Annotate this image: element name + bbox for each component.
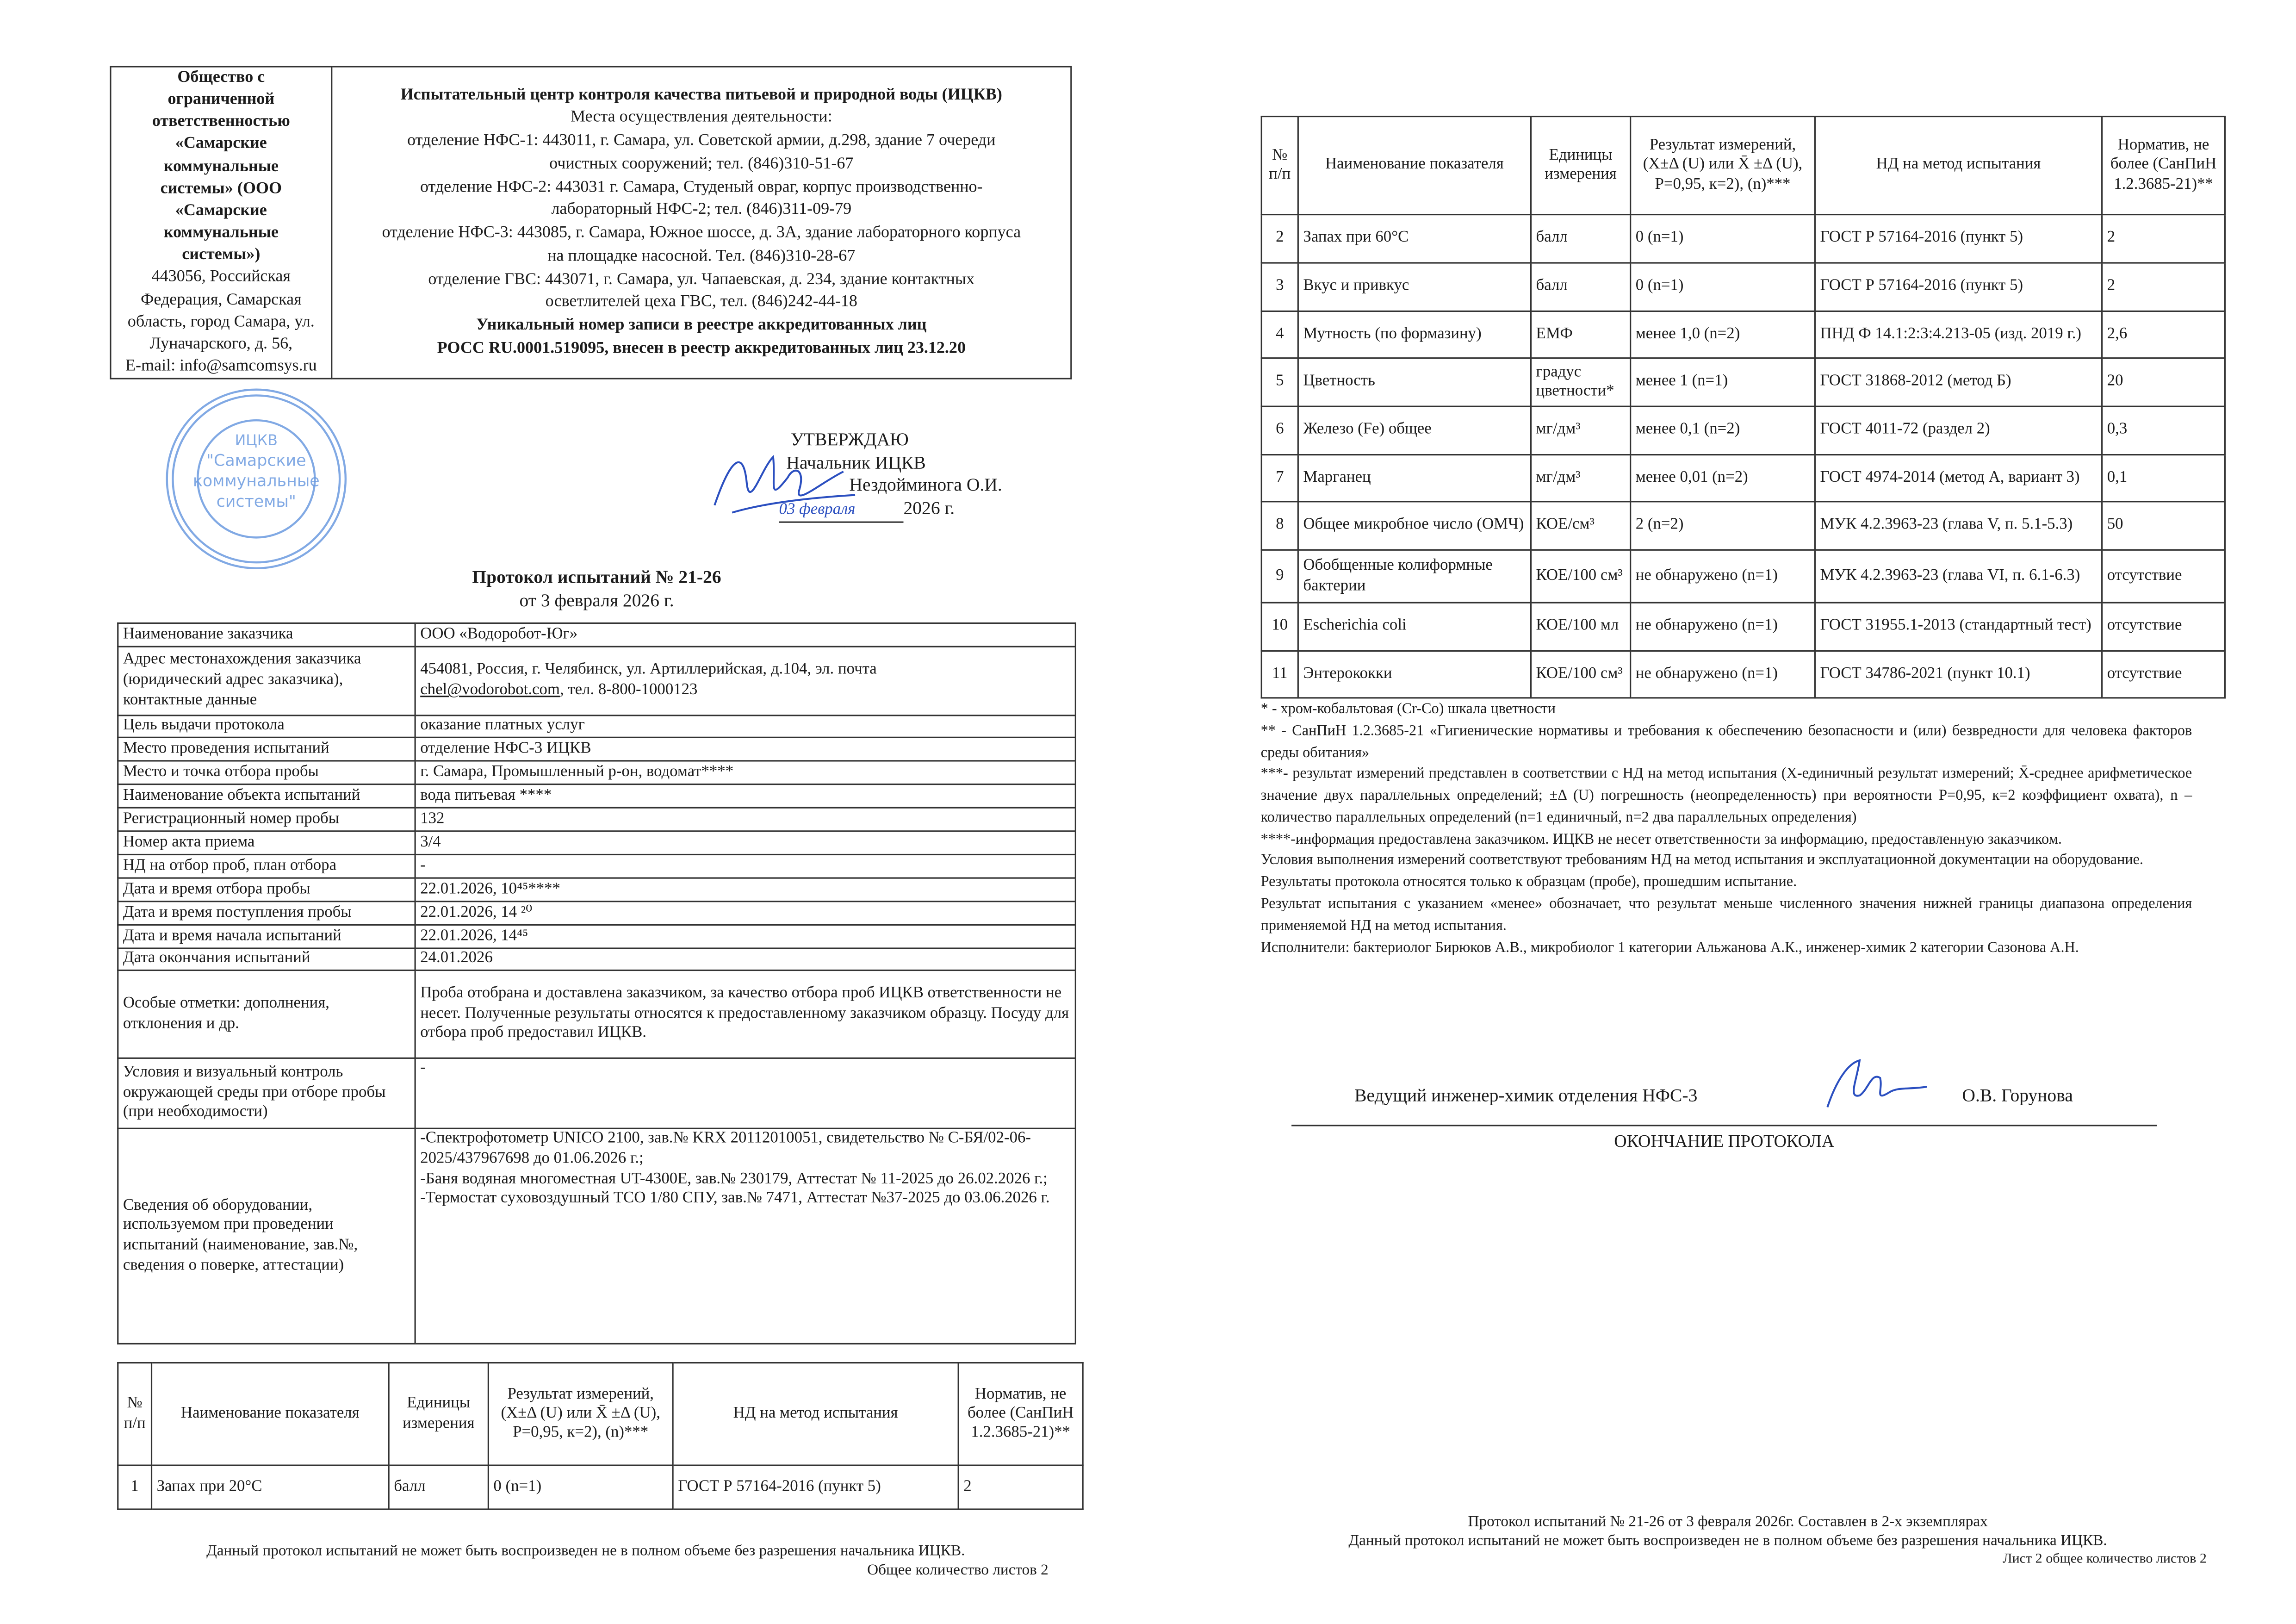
protocol-title: Протокол испытаний № 21-26 [472,566,721,587]
footnote-item: * - хром-кобальтовая (Cr-Co) шкала цветности [1260,701,1556,718]
results-row [1261,550,2225,603]
info-label: Адрес местонахождения заказчика (юридический адрес заказчика), контактные данные [118,647,415,716]
info-value-text: 454081, Россия, г. Челябинск, ул. Артиллерийская, д.104, эл. почта [420,660,877,678]
indicator-name: Марганец [1298,455,1531,502]
measurement-result: менее 1 (n=1) [1631,358,1815,406]
lab-location-line: отделение НФС-1: 443011, г. Самара, ул. Советской армии, д.298, здание 7 очереди [407,132,996,150]
indicator-name: Обобщенные колиформные бактерии [1298,550,1531,603]
info-label: Дата окончания испытаний [118,948,415,970]
row-number: 10 [1261,603,1298,651]
results-header-cell: Наименование показателя [1298,117,1531,215]
organization-address-line: 443056, Российская [151,268,291,286]
test-method: ГОСТ 4974-2014 (метод А, вариант 3) [1815,455,2102,502]
info-row [118,761,1076,784]
lab-location-line: лабораторный НФС-2; тел. (846)311-09-79 [551,201,852,219]
approval-name: Нездойминога О.И. [849,475,1002,496]
results-header-cell: Наименование показателя [152,1363,389,1466]
unit: ЕМФ [1531,311,1630,358]
results-row [1261,215,2225,263]
footnote-item: ****-информация предоставлена заказчиком. ИЦКВ не несет ответственности за информацию, предоставленную заказчиком. [1260,831,2062,848]
norm-limit: 0,3 [2102,406,2225,454]
measurement-result: менее 0,01 (n=2) [1631,455,1815,502]
info-row [118,1058,1076,1128]
info-value-text: вода питьевая **** [420,786,552,804]
organization-address-line: Федерация, Самарская [140,291,302,309]
info-row [118,854,1076,878]
info-value-text: 132 [420,809,445,827]
info-row [118,647,1076,716]
info-value-text: ООО «Водоробот-Юг» [420,625,578,643]
info-value [415,737,1075,761]
info-value-text: отделение НФС-3 ИЦКВ [420,739,591,757]
organization-name [116,68,327,268]
unit: КОЕ/см³ [1531,502,1630,550]
organization-address-line: область, город Самара, ул. [127,313,315,331]
results-row [1261,502,2225,550]
info-row [118,808,1076,831]
registry-line: РОСС RU.0001.519095, внесен в реестр аккредитованных лиц 23.12.20 [437,339,966,357]
results-header-cell: НД на метод испытания [1815,117,2102,215]
signoff-name: О.В. Горунова [1962,1085,2073,1106]
engineer-signature-icon [1816,1052,1933,1117]
svg-text:"Самарские: "Самарские [206,451,306,470]
norm-limit: 20 [2102,358,2225,406]
info-label: Дата и время поступления пробы [118,902,415,925]
footnotes [1261,700,2192,960]
info-value [415,970,1075,1058]
footer-left-sheet-count: Общее количество листов 2 [867,1562,1049,1579]
info-label: НД на отбор проб, план отбора [118,854,415,878]
sample-info-table [117,622,1076,1344]
svg-text:системы": системы" [216,492,296,511]
signoff-divider [1291,1125,2157,1126]
info-value-text: 22.01.2026, 14⁴⁵ [420,926,528,944]
measurement-result: не обнаружено (n=1) [1631,603,1815,651]
footer-left-disclaimer: Данный протокол испытаний не может быть воспроизведен не в полном объеме без разрешения начальника ИЦКВ. [206,1543,965,1560]
info-row [118,925,1076,948]
results-header-cell: Единицы измерения [389,1363,488,1466]
info-value [415,808,1075,831]
info-label: Сведения об оборудовании, используемом при проведении испытаний (наименование, зав.№, сведения о поверке, аттестации) [118,1128,415,1344]
organization-address-line: Луначарского, д. 56, [149,335,293,353]
indicator-name: Запах при 20°С [152,1465,389,1509]
organization-name-line: системы») [182,246,261,264]
lab-locations [337,107,1066,315]
info-row [118,737,1076,761]
customer-phone: , тел. 8-800-1000123 [559,681,698,699]
info-label: Условия и визуальный контроль окружающей среды при отборе пробы (при необходимости) [118,1058,415,1128]
test-method: ГОСТ 31955.1-2013 (стандартный тест) [1815,603,2102,651]
info-value-text: 3/4 [420,833,441,851]
results-header-row [118,1363,1083,1466]
row-number: 4 [1261,311,1298,358]
results-row [1261,603,2225,651]
footnote-item: Условия выполнения измерений соответствуют требованиям НД на метод испытания и эксплуатационной документации на оборудование. [1260,853,2143,870]
organization-name-line: коммунальные [163,157,279,175]
norm-limit: 0,1 [2102,455,2225,502]
info-value-text: оказание платных услуг [420,716,585,734]
info-row [118,948,1076,970]
info-value [415,1058,1075,1128]
info-row [118,831,1076,855]
info-label: Наименование объекта испытаний [118,784,415,808]
measurement-result: не обнаружено (n=1) [1631,550,1815,603]
norm-limit: отсутствие [2102,550,2225,603]
test-method: ПНД Ф 14.1:2:3:4.213-05 (изд. 2019 г.) [1815,311,2102,358]
unit: балл [1531,215,1630,263]
organization-address-line: E-mail: info@samcomsys.ru [125,357,317,375]
results-header-cell: НД на метод испытания [673,1363,958,1466]
results-header-cell: Норматив, не более (СанПиН 1.2.3685-21)** [958,1363,1083,1466]
norm-limit: 2 [2102,215,2225,263]
info-row [118,784,1076,808]
unit: мг/дм³ [1531,406,1630,454]
results-header-row [1261,117,2225,215]
lab-title: Испытательный центр контроля качества питьевой и природной воды (ИЦКВ) [400,86,1002,104]
organization-name-line: «Самарские [175,135,267,153]
indicator-name: Железо (Fe) общее [1298,406,1531,454]
test-method: ГОСТ 4011-72 (раздел 2) [1815,406,2102,454]
info-label: Особые отметки: дополнения, отклонения и др. [118,970,415,1058]
info-label: Место проведения испытаний [118,737,415,761]
signoff-position: Ведущий инженер-химик отделения НФС-3 [1354,1085,1698,1106]
row-number: 11 [1261,651,1298,698]
measurement-result: не обнаружено (n=1) [1631,651,1815,698]
norm-limit: 2,6 [2102,311,2225,358]
test-method: ГОСТ 34786-2021 (пункт 10.1) [1815,651,2102,698]
info-value-text: г. Самара, Промышленный р-он, водомат**** [420,762,734,780]
lab-info-cell [332,67,1071,379]
protocol-date: от 3 февраля 2026 г. [519,591,674,611]
measurement-result: 0 (n=1) [488,1465,673,1509]
results-header-cell: № п/п [118,1363,152,1466]
row-number: 7 [1261,455,1298,502]
indicator-name: Мутность (по формазину) [1298,311,1531,358]
results-row [1261,358,2225,406]
info-value [415,831,1075,855]
info-value [415,948,1075,970]
measurement-result: 2 (n=2) [1631,502,1815,550]
lab-location-line: отделение НФС-2: 443031 г. Самара, Студеный овраг, корпус производственно- [420,178,983,196]
results-header-cell: № п/п [1261,117,1298,215]
organization-cell [111,67,332,379]
unit: балл [389,1465,488,1509]
footer-right-sheet-info: Лист 2 общее количество листов 2 [2003,1552,2207,1568]
info-value [415,623,1075,647]
info-label: Номер акта приема [118,831,415,855]
unit: КОЕ/100 см³ [1531,550,1630,603]
info-value-text: Проба отобрана и доставлена заказчиком, за качество отбора проб ИЦКВ ответственности не несет. Полученные результаты относятся к предоставленному заказчиком образцу. Посуду для отбора проб предоставил ИЦКВ. [420,984,1069,1042]
row-number: 8 [1261,502,1298,550]
approval-year: 2026 г. [903,498,955,518]
indicator-name: Запах при 60°С [1298,215,1531,263]
approval-position: Начальник ИЦКВ [786,452,926,473]
test-method: МУК 4.2.3963-23 (глава V, п. 5.1-5.3) [1815,502,2102,550]
footer-right-disclaimer: Данный протокол испытаний не может быть воспроизведен не в полном объеме без разрешения начальника ИЦКВ. [1348,1533,2107,1550]
test-method: ГОСТ Р 57164-2016 (пункт 5) [673,1465,958,1509]
unit: градус цветности* [1531,358,1630,406]
info-row [118,902,1076,925]
protocol-end-label: ОКОНЧАНИЕ ПРОТОКОЛА [1614,1130,1835,1151]
measurement-result: 0 (n=1) [1631,263,1815,311]
row-number: 6 [1261,406,1298,454]
footnote-item: ** - СанПиН 1.2.3685-21 «Гигиенические нормативы и требования к обеспечению безопасности и (или) безвредности для человека факторов среды обитания» [1260,723,2192,761]
indicator-name: Escherichia coli [1298,603,1531,651]
info-value-text: - [420,856,426,874]
results-table-page2 [1261,116,2226,698]
letterhead-table [110,66,1072,380]
lab-location-line: Места осуществления деятельности: [570,109,832,127]
footnote-item: Исполнители: бактериолог Бирюков А.В., микробиолог 1 категории Альжанова А.К., инженер-химик 2 категории Сазонова А.Н. [1260,940,2079,956]
approval-date-handwritten: 03 февраля [779,501,904,523]
svg-text:ИЦКВ: ИЦКВ [235,432,278,449]
registry-info [337,315,1066,361]
row-number: 5 [1261,358,1298,406]
lab-stamp-icon [161,384,351,574]
info-label: Место и точка отбора пробы [118,761,415,784]
results-header-cell: Результат измерений, (X±Δ (U) или X̄ ±Δ (U), P=0,95, к=2), (n)*** [488,1363,673,1466]
info-row [118,1128,1076,1344]
test-method: ГОСТ 31868-2012 (метод Б) [1815,358,2102,406]
info-value [415,854,1075,878]
info-label: Наименование заказчика [118,623,415,647]
test-method: ГОСТ Р 57164-2016 (пункт 5) [1815,215,2102,263]
row-number: 1 [118,1465,152,1509]
test-method: МУК 4.2.3963-23 (глава VI, п. 6.1-6.3) [1815,550,2102,603]
footnote-item: Результат испытания с указанием «менее» обозначает, что результат меньше численного значения нижней границы диапазона определения применяемой НД на метод испытания. [1260,896,2192,934]
results-row [1261,406,2225,454]
approval-title: УТВЕРЖДАЮ [790,429,909,450]
info-value-text: 24.01.2026 [420,949,493,967]
lab-location-line: осветлителей цеха ГВС, тел. (846)242-44-18 [545,293,857,311]
results-table-page1 [117,1362,1084,1510]
results-header-cell: Норматив, не более (СанПиН 1.2.3685-21)** [2102,117,2225,215]
info-row [118,623,1076,647]
info-label: Регистрационный номер пробы [118,808,415,831]
results-header-cell: Результат измерений, (X±Δ (U) или X̄ ±Δ (U), P=0,95, к=2), (n)*** [1631,117,1815,215]
info-value [415,784,1075,808]
results-row [118,1465,1083,1509]
results-row [1261,311,2225,358]
registry-line: Уникальный номер записи в реестре аккредитованных лиц [476,316,927,334]
norm-limit: отсутствие [2102,603,2225,651]
info-row [118,970,1076,1058]
lab-location-line: отделение НФС-3: 443085, г. Самара, Южное шоссе, д. 3А, здание лабораторного корпуса [382,224,1021,242]
indicator-name: Цветность [1298,358,1531,406]
organization-address [116,267,327,378]
info-value [415,925,1075,948]
row-number: 9 [1261,550,1298,603]
indicator-name: Общее микробное число (ОМЧ) [1298,502,1531,550]
footnote-item: ***- результат измерений представлен в соответствии с НД на метод испытания (X-единичный результат измерений; X̄-среднее арифметическое значение двух параллельных определений; ±Δ (U) погрешность (неопределенность) при вероятности P=0,95, к=2 коэффициент охвата), n – количество параллельных определений (n=1 единичный, n=2 два параллельных определения) [1260,766,2192,826]
info-value [415,878,1075,902]
info-value [415,1128,1075,1344]
info-value [415,902,1075,925]
organization-name-line: системы» (ООО [160,180,282,198]
lab-location-line: очистных сооружений; тел. (846)310-51-67 [549,155,854,173]
info-value-text: - [420,1058,426,1076]
director-signature-icon [703,439,864,527]
info-value-text: -Спектрофотометр UNICO 2100, зав.№ KRX 20112010051, свидетельство № С-БЯ/02-06-2025/437967698 до 01.06.2026 г.; -Баня водяная многоместная UT-4300E, зав.№ 230179, Аттестат № 11-2025 до 26.02.2026 г.; -Термостат суховоздушный ТСО 1/80 СПУ, зав.№ 7471, Аттестат №37-2025 до 03.06.2026 г. [420,1129,1050,1207]
footnote-item: Результаты протокола относятся только к образцам (пробе), прошедшим испытание. [1260,874,1797,891]
results-header-cell: Единицы измерения [1531,117,1630,215]
info-value-text: 22.01.2026, 10⁴⁵**** [420,879,560,897]
info-value [415,647,1075,716]
unit: мг/дм³ [1531,455,1630,502]
norm-limit: 2 [2102,263,2225,311]
lab-location-line: на площадке насосной. Тел. (846)310-28-67 [547,247,856,265]
test-method: ГОСТ Р 57164-2016 (пункт 5) [1815,263,2102,311]
unit: КОЕ/100 мл [1531,603,1630,651]
row-number: 3 [1261,263,1298,311]
measurement-result: менее 0,1 (n=2) [1631,406,1815,454]
customer-email-link[interactable]: chel@vodorobot.com [420,681,560,699]
svg-text:коммунальные: коммунальные [192,472,320,491]
organization-name-line: Общество с [177,68,265,87]
protocol-heading [117,565,1076,613]
norm-limit: отсутствие [2102,651,2225,698]
results-row [1261,263,2225,311]
info-row [118,716,1076,737]
row-number: 2 [1261,215,1298,263]
organization-name-line: ответственностью [152,113,290,131]
footer-right-copies: Протокол испытаний № 21-26 от 3 февраля 2026г. Составлен в 2-х экземплярах [1468,1514,1988,1531]
results-row [1261,651,2225,698]
info-value [415,716,1075,737]
info-row [118,878,1076,902]
norm-limit: 2 [958,1465,1083,1509]
indicator-name: Вкус и привкус [1298,263,1531,311]
organization-name-line: ограниченной [168,91,275,109]
results-row [1261,455,2225,502]
measurement-result: 0 (n=1) [1631,215,1815,263]
unit: КОЕ/100 см³ [1531,651,1630,698]
organization-name-line: коммунальные [163,224,279,242]
info-value-text: 22.01.2026, 14 ²⁰ [420,903,533,921]
info-label: Дата и время начала испытаний [118,925,415,948]
unit: балл [1531,263,1630,311]
norm-limit: 50 [2102,502,2225,550]
info-value [415,761,1075,784]
measurement-result: менее 1,0 (n=2) [1631,311,1815,358]
indicator-name: Энтерококки [1298,651,1531,698]
lab-location-line: отделение ГВС: 443071, г. Самара, ул. Чапаевская, д. 234, здание контактных [428,270,975,288]
info-label: Дата и время отбора пробы [118,878,415,902]
organization-name-line: «Самарские [175,202,267,220]
info-label: Цель выдачи протокола [118,716,415,737]
